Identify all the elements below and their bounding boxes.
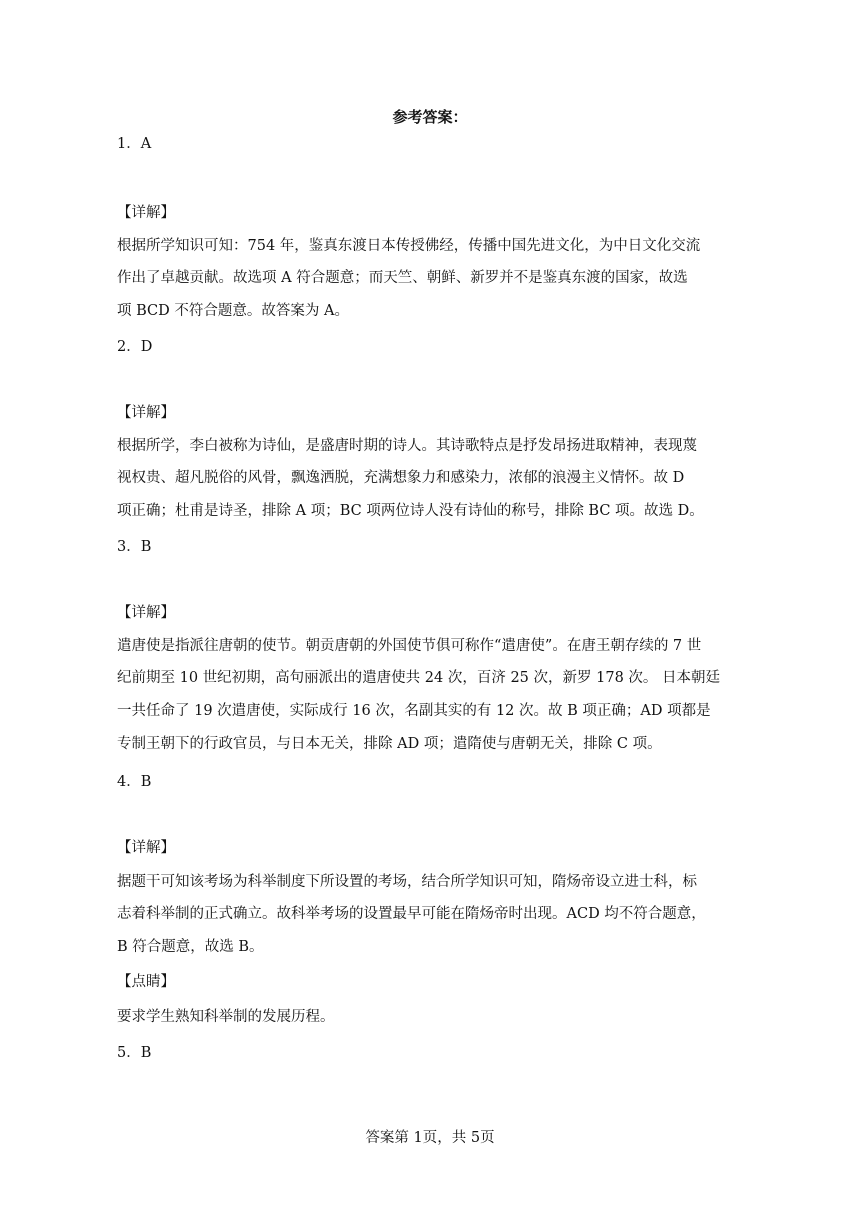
answer-number: 4．B [117,774,152,790]
detail-tag: 【详解】 [117,205,175,221]
answer-number: 1．A [117,136,152,152]
detail-tag: 【详解】 [117,605,175,621]
hint-tag: 【点睛】 [117,974,175,990]
detail-line: B 符合题意，故选 B。 [117,939,264,955]
detail-line: 项 BCD 不符合题意。故答案为 A。 [117,303,349,319]
answer-number: 5．B [117,1045,152,1061]
detail-tag: 【详解】 [117,405,175,421]
detail-line: 遣唐使是指派往唐朝的使节。朝贡唐朝的外国使节俱可称作“遣唐使”。在唐王朝存续的 7 世 [117,638,702,654]
page-footer: 答案第 1页，共 5页 [365,1130,495,1146]
detail-line: 作出了卓越贡献。故选项 A 符合题意；而天竺、朝鲜、新罗并不是鉴真东渡的国家，故选 [117,270,688,286]
detail-line: 纪前期至 10 世纪初期，高句丽派出的遣唐使共 24 次，百济 25 次，新罗 178 次。 日本朝廷 [117,670,721,686]
detail-line: 据题干可知该考场为科举制度下所设置的考场，结合所学知识可知，隋炀帝设立进士科，标 [117,874,697,890]
hint-line: 要求学生熟知科举制的发展历程。 [117,1009,335,1025]
answer-number: 2．D [117,339,153,355]
detail-line: 志着科举制的正式确立。故科举考场的设置最早可能在隋炀帝时出现。ACD 均不符合题意， [117,906,706,922]
detail-line: 项正确；杜甫是诗圣，排除 A 项；BC 项两位诗人没有诗仙的称号，排除 BC 项。故选 D。 [117,503,704,519]
detail-line: 根据所学知识可知：754 年，鉴真东渡日本传授佛经，传播中国先进文化，为中日文化交流 [117,238,701,254]
detail-line: 视权贵、超凡脱俗的风骨，飘逸洒脱，充满想象力和感染力，浓郁的浪漫主义情怀。故 D [117,470,685,486]
detail-line: 根据所学，李白被称为诗仙，是盛唐时期的诗人。其诗歌特点是抒发昂扬进取精神，表现蔑 [117,438,697,454]
detail-tag: 【详解】 [117,840,175,856]
page-title: 参考答案： [392,108,468,126]
answer-number: 3．B [117,539,152,555]
detail-line: 一共任命了 19 次遣唐使，实际成行 16 次，名副其实的有 12 次。故 B 项正确；AD 项都是 [117,703,711,719]
detail-line: 专制王朝下的行政官员，与日本无关，排除 AD 项；遣隋使与唐朝无关，排除 C 项。 [117,736,662,752]
